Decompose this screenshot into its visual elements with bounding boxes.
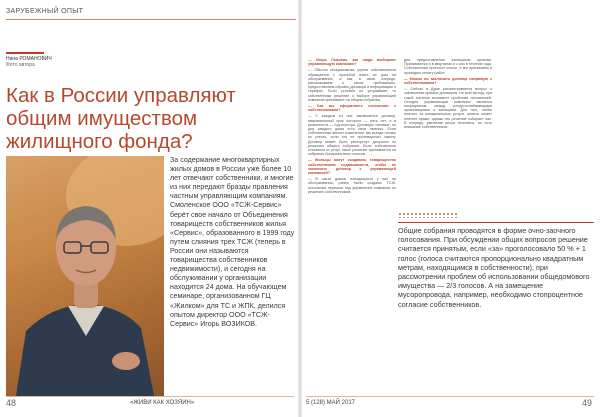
header-rule xyxy=(6,19,296,20)
portrait-illustration xyxy=(6,156,164,396)
callout-box xyxy=(398,226,594,309)
byline xyxy=(6,52,76,68)
photo-credit: Фото автора xyxy=(6,62,35,68)
page-number-left: 48 xyxy=(6,398,17,408)
issue-info: 5 (128) МАЙ 2017 xyxy=(306,400,356,406)
footer-rule-left xyxy=(6,396,294,397)
article-title: Как в России управляют общим имуществом жилищного фонда? xyxy=(6,84,236,153)
interview-answer: — В части домов, находящихся у нас на обслуживании, ранее были созданы ТСЖ, остальные перешли под управление компании по решению собственников. xyxy=(308,177,396,194)
text-column-1 xyxy=(308,58,396,196)
interview-question: — Жильцы могут создавать товарищество собственников недвижимости, чтобы не заключать договор с управляющей компанией? xyxy=(308,158,396,176)
section-label: ЗАРУБЕЖНЫЙ ОПЫТ xyxy=(6,8,84,15)
interview-answer: для предоставления жилищным органам. Принимаются и в кварталах и к раз в течение года. Собственники приносят ключи, а мы принимаем и проводим оплату работ. xyxy=(404,58,492,75)
interview-answer: — С каждым из них заключается договор, максимальный срок которого — пять лет, а в реальности — год-полтора. Договоры типовые, но для каждого дома есть свои нюансы. Если собственники вносят изменения, мы всегда готовы их учесть, если это не противоречит закону. Договор может быть расторгнут досрочно по решению общего собрания. Если собственник отказался от услуг, такое решение принимается на собрании большинством голосов. xyxy=(308,114,396,157)
footer-rule-right xyxy=(306,396,594,397)
interview-question: — Игорь Львович, как люди выбирают управляющую компанию? xyxy=(308,58,396,67)
intro-text xyxy=(170,156,296,329)
interview-answer: — Обычно инициативная группа собственников обращается с просьбой взять их дом на обслуживание, а мы, в свою очередь, рассказываем о своих требованиях, предоставляем образец договора и информацию о тарифах. Если условия их устраивают, то собственники решение о выборе управляющей компании принимают на общем собрании. xyxy=(308,68,396,102)
intro-paragraph: За содержание многоквартирных жилых домов в России уже более 10 лет отвечают собственники, и многие из них передают бразды правления частным управляющим компаниям. Смоленское ООО «ТСЖ-Сервис» берёт свое начало от Объединения товариществ собственников жилья «Сервис», образованного в 1999 году путем слияния трех ТСЖ (теперь в России они называются товарищества собственников недвижимости), и сегодня на обслуживании у организации находится 24 дома. На обучающем семинаре, организованном ГЦ «Жилком» для ТС и ЖПК, делился опытом директор ООО «ТСЖ-Сервис» Игорь ВОЗИКОВ. xyxy=(170,156,295,328)
footer-title: «ЖИВИ КАК ХОЗЯИН» xyxy=(130,400,195,406)
interview-answer: — Сейчас в Думе рассматривается вопрос о заключении прямых договоров. Не мой взгляд, при такой системе возникнет проблема неплатежей. Сегодня управляющая компания является посредником между ресурсоснабжающими организациями и жильцами. Для того, чтобы платить за коммунальные услуги, житель может платить прямо, однако это решение собирает нас. В очередь, увеличив риски неоплаты, но есть внимание собственников. xyxy=(404,87,492,130)
page-gutter xyxy=(298,0,302,417)
interview-question: — Можно ли заключить договор напрямую с собственниками? xyxy=(404,76,492,86)
portrait-photo xyxy=(6,156,164,396)
text-column-2 xyxy=(404,58,492,131)
interview-question: — Как вы оформляете отношения с собственниками? xyxy=(308,104,396,113)
byline-rule xyxy=(6,52,44,54)
page-number-right: 49 xyxy=(582,398,593,408)
author-name: Нина РОМАНОВИЧ xyxy=(6,56,52,62)
dot-pattern xyxy=(398,212,458,218)
callout-text: Общие собрания проводятся в форме очно-заочного голосования. При обсуждении общих вопросов решение считается принятым, если «за» проголосовало 50 % + 1 голос (голоса считаются пропорционально квадратным метрам, находящимся в собственности), при рассмотрении проблем об использовании общедомового имущества — 2/3 голосов. А на замещение мусоропровода, например, необходимо стопроцентное согласие собственников. xyxy=(398,226,590,309)
callout-rule xyxy=(398,222,594,223)
